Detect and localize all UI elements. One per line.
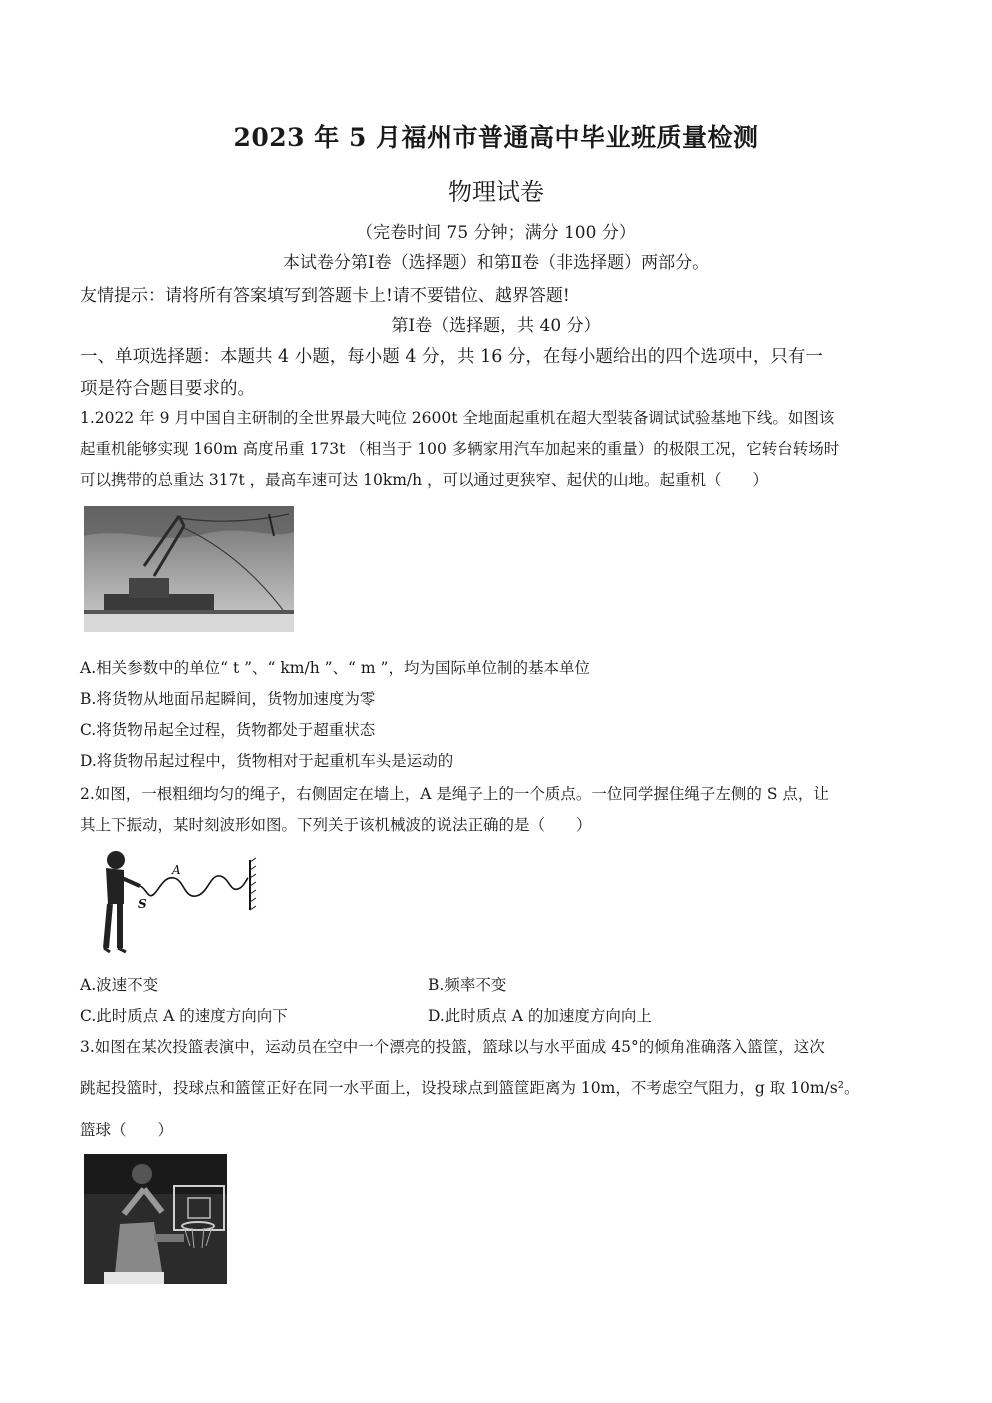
q2-option-c: C.此时质点 A 的速度方向向下 [80,1007,288,1025]
section1-line1: 一、单项选择题：本题共 4 小题，每小题 4 分，共 16 分，在每小题给出的四个选项中，只有一 [80,347,823,367]
q1-line3: 可以携带的总重达 317t ，最高车速可达 10km/h ，可以通过更狭窄、起伏的山地。起重机（ ） [80,471,769,489]
friendly-tip: 友情提示：请将所有答案填写到答题卡上!请不要错位、越界答题! [80,286,570,306]
q3-line3: 篮球（ ） [80,1121,174,1139]
part1-title: 第Ⅰ卷（选择题，共 40 分） [391,316,601,336]
q1-option-b: B.将货物从地面吊起瞬间，货物加速度为零 [80,690,376,708]
crane-photo [84,506,294,632]
section1-line2: 项是符合题目要求的。 [80,379,255,399]
q1-option-a: A.相关参数中的单位“ t ”、“ km/h ”、“ m ”，均为国际单位制的基本单位 [80,659,590,677]
q1-line2: 起重机能够实现 160m 高度吊重 173t （相当于 100 多辆家用汽车加起来的重量）的极限工况，它转台转场时 [80,440,840,458]
q2-option-b: B.频率不变 [428,976,507,994]
label-s: S [138,897,147,911]
subject-title: 物理试卷 [448,178,544,206]
rope-wave-figure [80,848,260,956]
q2-option-a: A.波速不变 [80,976,159,994]
q3-line2: 跳起投篮时，投球点和篮筐正好在同一水平面上，设投球点到篮筐距离为 10m，不考虑空气阻力，g 取 10m/s²。 [80,1079,860,1097]
q2-line1: 2.如图，一根粗细均匀的绳子，右侧固定在墙上，A 是绳子上的一个质点。一位同学握住绳子左侧的 S 点，让 [80,785,829,803]
label-a: A [172,863,181,877]
structure-note: 本试卷分第Ⅰ卷（选择题）和第Ⅱ卷（非选择题）两部分。 [282,253,710,273]
q2-option-d: D.此时质点 A 的加速度方向向上 [428,1007,652,1025]
exam-title: 2023 年 5 月福州市普通高中毕业班质量检测 [233,123,759,152]
q1-option-d: D.将货物吊起过程中，货物相对于起重机车头是运动的 [80,752,454,770]
q1-line1: 1.2022 年 9 月中国自主研制的全世界最大吨位 2600t 全地面起重机在超大型装备调试试验基地下线。如图该 [80,409,835,427]
q1-option-c: C.将货物吊起全过程，货物都处于超重状态 [80,721,376,739]
exam-time-note: （完卷时间 75 分钟；满分 100 分） [356,223,636,243]
q3-line1: 3.如图在某次投篮表演中，运动员在空中一个漂亮的投篮，篮球以与水平面成 45°的倾角准确落入篮筐，这次 [80,1038,825,1056]
q2-line2: 其上下振动，某时刻波形如图。下列关于该机械波的说法正确的是（ ） [80,816,592,834]
basketball-photo [84,1154,227,1284]
